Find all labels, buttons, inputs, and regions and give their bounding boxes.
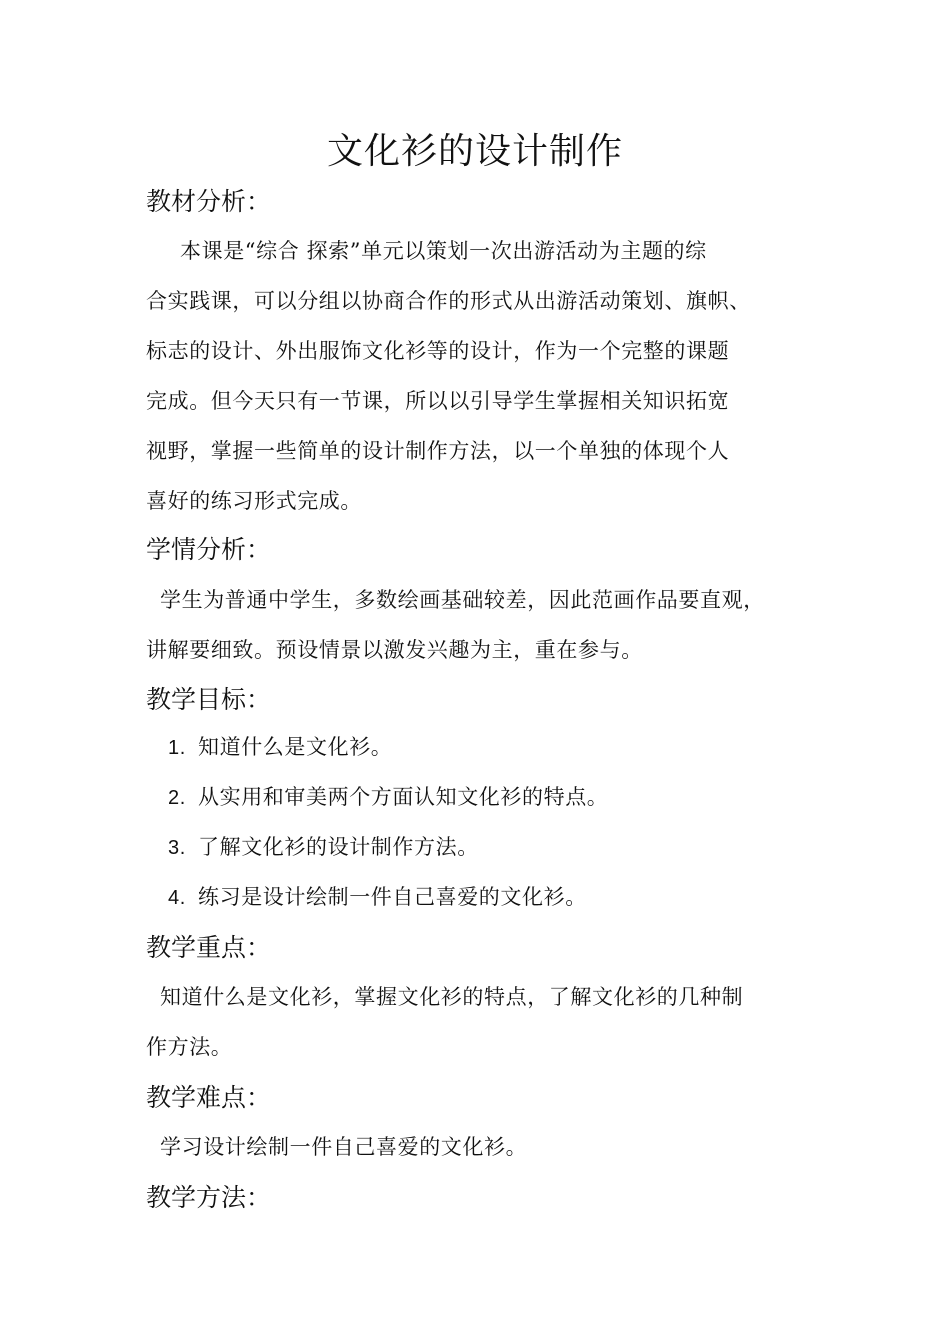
document-title: 文化衫的设计制作 (326, 131, 623, 172)
list-item (168, 772, 828, 822)
key-points-paragraph (146, 972, 836, 1072)
list-item-number: 1. (168, 737, 186, 759)
paragraph-line: 视野，掌握一些简单的设计制作方法，以一个单独的体现个人 (146, 439, 730, 463)
list-item-number: 2. (168, 787, 186, 809)
list-item (168, 822, 828, 872)
paragraph-line: 完成。但今天只有一节课，所以以引导学生掌握相关知识拓宽 (146, 389, 730, 413)
section-heading-textbook-analysis: 教材分析： (146, 187, 272, 216)
list-item (168, 872, 828, 922)
list-item-number: 3. (168, 837, 186, 859)
paragraph-line: 合实践课，可以分组以协商合作的形式从出游活动策划、旗帜、 (146, 289, 751, 313)
section-heading-difficulties: 教学难点： (146, 1083, 272, 1112)
paragraph-line: 知道什么是文化衫，掌握文化衫的特点，了解文化衫的几种制 (160, 985, 744, 1009)
paragraph-line: 学生为普通中学生，多数绘画基础较差，因此范画作品要直观， (160, 588, 765, 612)
list-item-number: 4. (168, 887, 186, 909)
list-item-text: 了解文化衫的设计制作方法。 (198, 835, 479, 859)
paragraph-line: 讲解要细致。预设情景以激发兴趣为主，重在参与。 (146, 638, 643, 662)
list-item (168, 722, 828, 772)
student-analysis-paragraph (146, 575, 836, 675)
list-item-text: 知道什么是文化衫。 (198, 735, 393, 759)
paragraph-line: 本课是“综合 探索”单元以策划一次出游活动为主题的综 (180, 239, 707, 263)
paragraph-line: 作方法。 (146, 1035, 233, 1059)
difficulties-paragraph (146, 1122, 836, 1172)
teaching-goals-list (168, 722, 828, 922)
textbook-analysis-paragraph (146, 226, 836, 526)
paragraph-line: 标志的设计、外出服饰文化衫等的设计，作为一个完整的课题 (146, 339, 730, 363)
section-heading-teaching-goals: 教学目标： (146, 685, 272, 714)
section-heading-student-analysis: 学情分析： (146, 535, 272, 564)
paragraph-line: 喜好的练习形式完成。 (146, 489, 362, 513)
list-item-text: 从实用和审美两个方面认知文化衫的特点。 (198, 785, 609, 809)
list-item-text: 练习是设计绘制一件自己喜爱的文化衫。 (198, 885, 587, 909)
paragraph-line: 学习设计绘制一件自己喜爱的文化衫。 (160, 1135, 528, 1159)
section-heading-key-points: 教学重点： (146, 933, 272, 962)
section-heading-methods: 教学方法： (146, 1183, 272, 1212)
